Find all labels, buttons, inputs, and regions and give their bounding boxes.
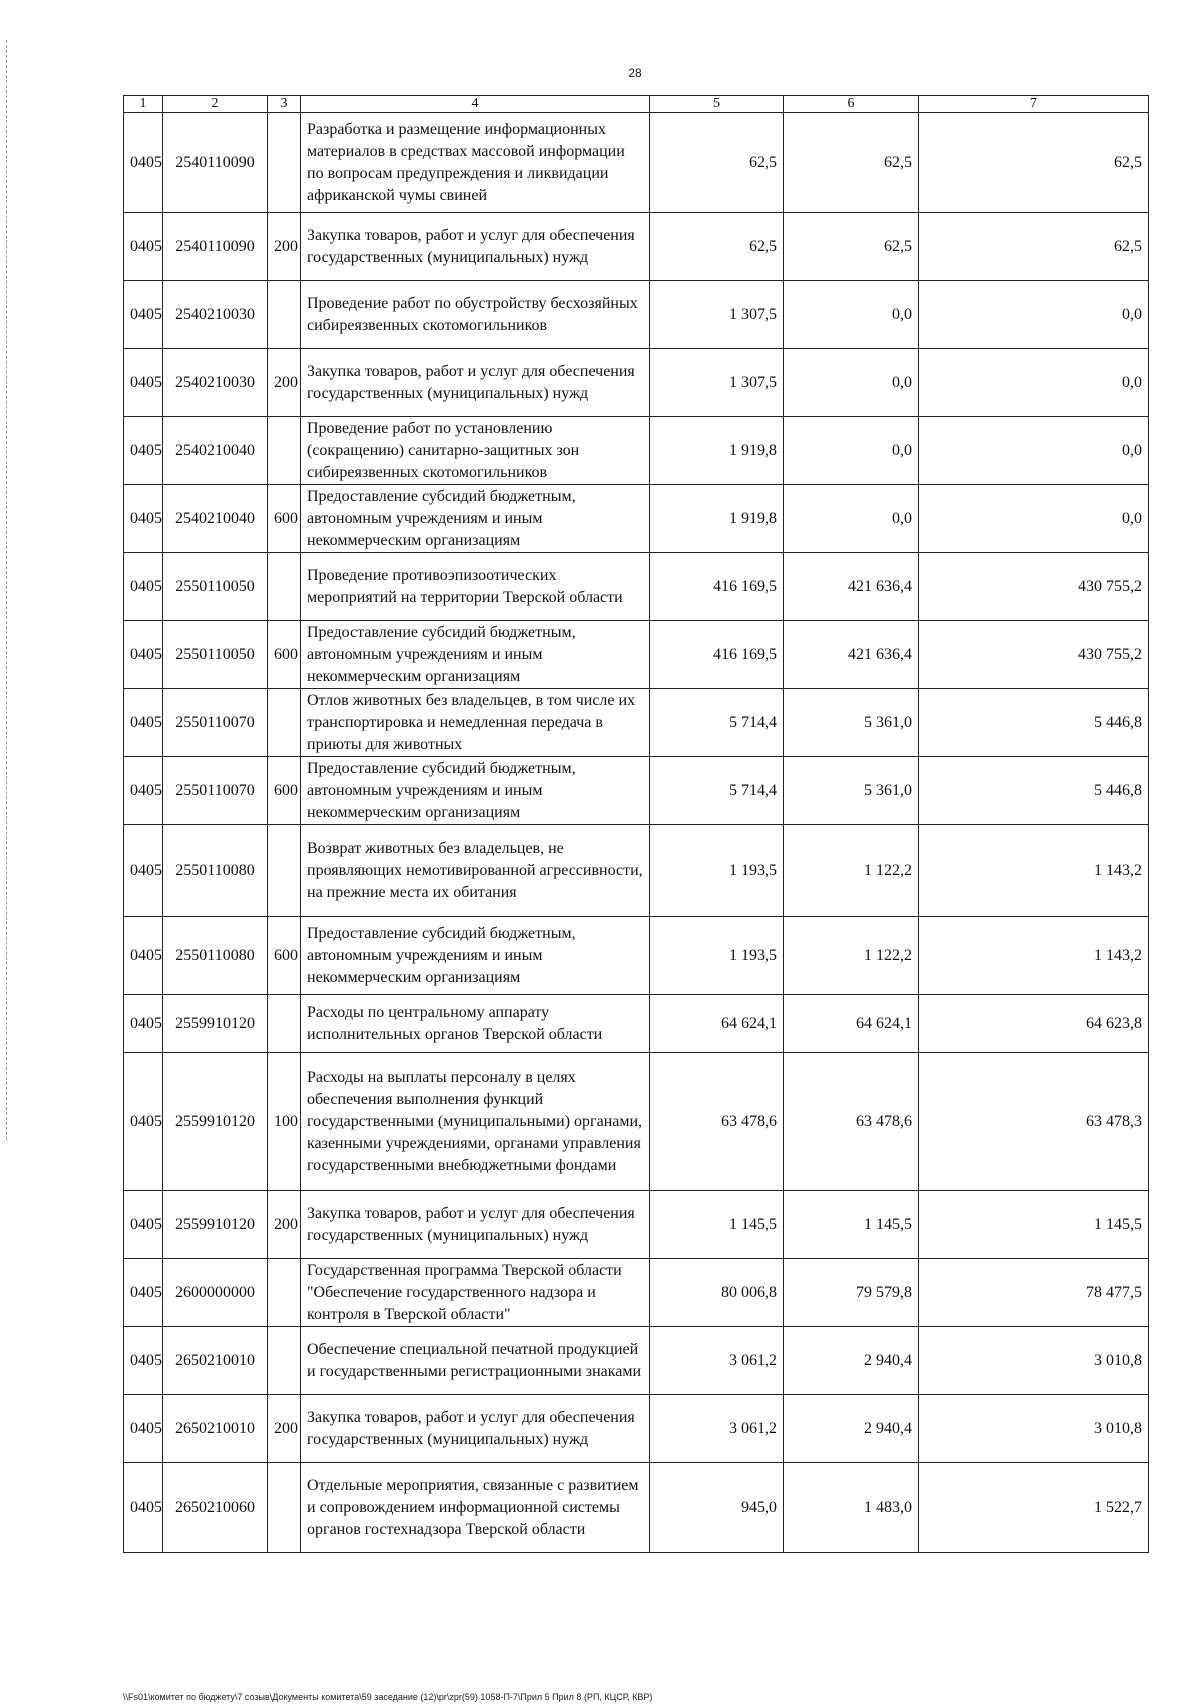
amount-col7-cell: 430 755,2 [919, 553, 1149, 621]
description-cell: Обеспечение специальной печатной продукцией и государственными регистрационными знаками [301, 1327, 650, 1395]
table-row [124, 485, 1149, 553]
expense-type-cell [268, 825, 301, 917]
description-cell: Закупка товаров, работ и услуг для обеспечения государственных (муниципальных) нужд [301, 213, 650, 281]
target-article-cell: 2540210040 [163, 485, 268, 553]
amount-col7-cell: 0,0 [919, 349, 1149, 417]
amount-col6-cell: 1 483,0 [784, 1463, 919, 1553]
section-code-cell: 0405 [124, 349, 163, 417]
expense-type-cell: 200 [268, 1191, 301, 1259]
amount-col5-cell: 1 919,8 [650, 417, 784, 485]
table-row [124, 825, 1149, 917]
amount-col7-cell: 3 010,8 [919, 1395, 1149, 1463]
amount-col7-cell: 0,0 [919, 485, 1149, 553]
table-row [124, 917, 1149, 995]
table-row [124, 417, 1149, 485]
amount-col6-cell: 1 145,5 [784, 1191, 919, 1259]
section-code-cell: 0405 [124, 917, 163, 995]
description-cell: Предоставление субсидий бюджетным, автономным учреждениям и иным некоммерческим организациям [301, 917, 650, 995]
amount-col5-cell: 416 169,5 [650, 553, 784, 621]
table-row [124, 1463, 1149, 1553]
amount-col6-cell: 63 478,6 [784, 1053, 919, 1191]
section-code-cell: 0405 [124, 417, 163, 485]
amount-col5-cell: 3 061,2 [650, 1327, 784, 1395]
amount-col7-cell: 430 755,2 [919, 621, 1149, 689]
description-cell: Расходы по центральному аппарату исполнительных органов Тверской области [301, 995, 650, 1053]
page-number: 28 [628, 66, 642, 80]
section-code-cell: 0405 [124, 825, 163, 917]
amount-col7-cell: 62,5 [919, 213, 1149, 281]
target-article-cell: 2540210040 [163, 417, 268, 485]
description-cell: Предоставление субсидий бюджетным, автономным учреждениям и иным некоммерческим организациям [301, 485, 650, 553]
description-cell: Проведение работ по установлению (сокращению) санитарно-защитных зон сибиреязвенных скотомогильников [301, 417, 650, 485]
amount-col7-cell: 62,5 [919, 113, 1149, 213]
expense-type-cell: 600 [268, 757, 301, 825]
amount-col6-cell: 1 122,2 [784, 825, 919, 917]
amount-col6-cell: 62,5 [784, 113, 919, 213]
scan-edge-line [6, 40, 8, 1140]
expense-type-cell: 600 [268, 917, 301, 995]
table-row [124, 1327, 1149, 1395]
amount-col5-cell: 416 169,5 [650, 621, 784, 689]
column-header-2: 2 [163, 96, 268, 113]
table-row [124, 689, 1149, 757]
expense-type-cell [268, 113, 301, 213]
expense-type-cell [268, 1463, 301, 1553]
description-cell: Предоставление субсидий бюджетным, автономным учреждениям и иным некоммерческим организациям [301, 757, 650, 825]
description-cell: Закупка товаров, работ и услуг для обеспечения государственных (муниципальных) нужд [301, 1395, 650, 1463]
expense-type-cell [268, 995, 301, 1053]
section-code-cell: 0405 [124, 1463, 163, 1553]
target-article-cell: 2540110090 [163, 213, 268, 281]
section-code-cell: 0405 [124, 1191, 163, 1259]
description-cell: Государственная программа Тверской области "Обеспечение государственного надзора и контроля в Тверской области" [301, 1259, 650, 1327]
table-row [124, 1259, 1149, 1327]
target-article-cell: 2559910120 [163, 1053, 268, 1191]
amount-col7-cell: 63 478,3 [919, 1053, 1149, 1191]
amount-col7-cell: 78 477,5 [919, 1259, 1149, 1327]
section-code-cell: 0405 [124, 995, 163, 1053]
amount-col5-cell: 1 307,5 [650, 349, 784, 417]
amount-col6-cell: 5 361,0 [784, 757, 919, 825]
amount-col6-cell: 79 579,8 [784, 1259, 919, 1327]
expense-type-cell: 100 [268, 1053, 301, 1191]
target-article-cell: 2650210010 [163, 1327, 268, 1395]
section-code-cell: 0405 [124, 1327, 163, 1395]
column-header-1: 1 [124, 96, 163, 113]
description-cell: Возврат животных без владельцев, не проявляющих немотивированной агрессивности, на прежние места их обитания [301, 825, 650, 917]
amount-col7-cell: 3 010,8 [919, 1327, 1149, 1395]
expense-type-cell: 200 [268, 349, 301, 417]
description-cell: Отлов животных без владельцев, в том числе их транспортировка и немедленная передача в приюты для животных [301, 689, 650, 757]
amount-col6-cell: 2 940,4 [784, 1327, 919, 1395]
section-code-cell: 0405 [124, 1053, 163, 1191]
amount-col7-cell: 0,0 [919, 417, 1149, 485]
section-code-cell: 0405 [124, 281, 163, 349]
amount-col7-cell: 5 446,8 [919, 757, 1149, 825]
section-code-cell: 0405 [124, 757, 163, 825]
target-article-cell: 2550110080 [163, 917, 268, 995]
column-header-3: 3 [268, 96, 301, 113]
expense-type-cell: 600 [268, 485, 301, 553]
expense-type-cell [268, 1259, 301, 1327]
table-row [124, 553, 1149, 621]
amount-col6-cell: 421 636,4 [784, 553, 919, 621]
target-article-cell: 2540210030 [163, 281, 268, 349]
amount-col5-cell: 945,0 [650, 1463, 784, 1553]
section-code-cell: 0405 [124, 689, 163, 757]
amount-col5-cell: 1 145,5 [650, 1191, 784, 1259]
amount-col7-cell: 0,0 [919, 281, 1149, 349]
column-header-5: 5 [650, 96, 784, 113]
target-article-cell: 2650210060 [163, 1463, 268, 1553]
amount-col5-cell: 64 624,1 [650, 995, 784, 1053]
target-article-cell: 2559910120 [163, 995, 268, 1053]
table-row [124, 213, 1149, 281]
amount-col5-cell: 1 193,5 [650, 825, 784, 917]
expense-type-cell [268, 281, 301, 349]
column-header-4: 4 [301, 96, 650, 113]
amount-col5-cell: 80 006,8 [650, 1259, 784, 1327]
target-article-cell: 2550110050 [163, 621, 268, 689]
section-code-cell: 0405 [124, 621, 163, 689]
column-header-6: 6 [784, 96, 919, 113]
target-article-cell: 2550110050 [163, 553, 268, 621]
target-article-cell: 2540210030 [163, 349, 268, 417]
table-row [124, 995, 1149, 1053]
description-cell: Закупка товаров, работ и услуг для обеспечения государственных (муниципальных) нужд [301, 349, 650, 417]
target-article-cell: 2559910120 [163, 1191, 268, 1259]
section-code-cell: 0405 [124, 213, 163, 281]
amount-col7-cell: 1 145,5 [919, 1191, 1149, 1259]
section-code-cell: 0405 [124, 1259, 163, 1327]
table-row [124, 113, 1149, 213]
amount-col7-cell: 1 143,2 [919, 917, 1149, 995]
section-code-cell: 0405 [124, 485, 163, 553]
expense-type-cell: 200 [268, 213, 301, 281]
description-cell: Проведение противоэпизоотических мероприятий на территории Тверской области [301, 553, 650, 621]
section-code-cell: 0405 [124, 553, 163, 621]
footer-file-path: \\Fs01\комитет по бюджету\7 созыв\Документы комитета\59 заседание (12)\pr\zpr(59) 1058-П-7\Прил 5 Прил 8 (РП, КЦСР, КВР) [123, 1692, 653, 1702]
table-row [124, 281, 1149, 349]
amount-col5-cell: 62,5 [650, 113, 784, 213]
amount-col5-cell: 1 307,5 [650, 281, 784, 349]
amount-col6-cell: 1 122,2 [784, 917, 919, 995]
amount-col7-cell: 5 446,8 [919, 689, 1149, 757]
table-row [124, 621, 1149, 689]
amount-col6-cell: 0,0 [784, 281, 919, 349]
budget-table [123, 95, 1149, 1553]
amount-col6-cell: 62,5 [784, 213, 919, 281]
target-article-cell: 2540110090 [163, 113, 268, 213]
description-cell: Разработка и размещение информационных материалов в средствах массовой информации по вопросам предупреждения и ликвидации африканской чумы свиней [301, 113, 650, 213]
amount-col6-cell: 64 624,1 [784, 995, 919, 1053]
amount-col7-cell: 64 623,8 [919, 995, 1149, 1053]
amount-col5-cell: 1 193,5 [650, 917, 784, 995]
expense-type-cell [268, 417, 301, 485]
expense-type-cell [268, 689, 301, 757]
table-row [124, 757, 1149, 825]
target-article-cell: 2550110070 [163, 689, 268, 757]
section-code-cell: 0405 [124, 1395, 163, 1463]
table-body [124, 113, 1149, 1553]
table-row [124, 1395, 1149, 1463]
amount-col6-cell: 2 940,4 [784, 1395, 919, 1463]
target-article-cell: 2650210010 [163, 1395, 268, 1463]
table-row [124, 349, 1149, 417]
amount-col6-cell: 0,0 [784, 349, 919, 417]
amount-col5-cell: 5 714,4 [650, 689, 784, 757]
section-code-cell: 0405 [124, 113, 163, 213]
amount-col6-cell: 0,0 [784, 485, 919, 553]
amount-col5-cell: 62,5 [650, 213, 784, 281]
column-header-7: 7 [919, 96, 1149, 113]
column-number-row [124, 96, 1149, 113]
expense-type-cell [268, 1327, 301, 1395]
description-cell: Расходы на выплаты персоналу в целях обеспечения выполнения функций государственными (муниципальными) органами, казенными учреждениями, органами управления государственными внебюджетными фондами [301, 1053, 650, 1191]
expense-type-cell: 600 [268, 621, 301, 689]
table-row [124, 1053, 1149, 1191]
amount-col7-cell: 1 143,2 [919, 825, 1149, 917]
description-cell: Отдельные мероприятия, связанные с развитием и сопровождением информационной системы органов гостехнадзора Тверской области [301, 1463, 650, 1553]
amount-col5-cell: 63 478,6 [650, 1053, 784, 1191]
expense-type-cell [268, 553, 301, 621]
table-row [124, 1191, 1149, 1259]
description-cell: Закупка товаров, работ и услуг для обеспечения государственных (муниципальных) нужд [301, 1191, 650, 1259]
amount-col6-cell: 0,0 [784, 417, 919, 485]
target-article-cell: 2600000000 [163, 1259, 268, 1327]
amount-col5-cell: 3 061,2 [650, 1395, 784, 1463]
description-cell: Предоставление субсидий бюджетным, автономным учреждениям и иным некоммерческим организациям [301, 621, 650, 689]
amount-col6-cell: 5 361,0 [784, 689, 919, 757]
target-article-cell: 2550110080 [163, 825, 268, 917]
amount-col6-cell: 421 636,4 [784, 621, 919, 689]
amount-col5-cell: 5 714,4 [650, 757, 784, 825]
description-cell: Проведение работ по обустройству бесхозяйных сибиреязвенных скотомогильников [301, 281, 650, 349]
expense-type-cell: 200 [268, 1395, 301, 1463]
target-article-cell: 2550110070 [163, 757, 268, 825]
amount-col5-cell: 1 919,8 [650, 485, 784, 553]
amount-col7-cell: 1 522,7 [919, 1463, 1149, 1553]
